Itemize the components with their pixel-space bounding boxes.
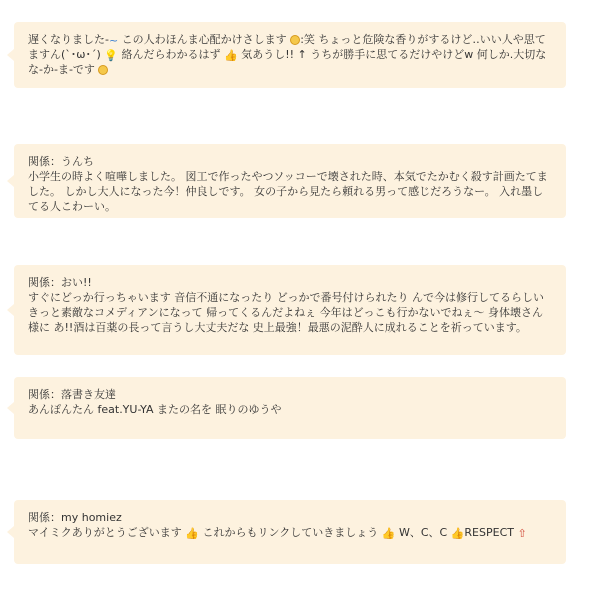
relation-label: 関係：my homiez [28, 511, 122, 524]
text-segment: 気あうし!! ↑ うちが勝手に思てるだけやけどw 何しか.大切なな-か-ま-です [28, 48, 547, 76]
comment-text: すぐにどっか行っちゃいます 音信不通になったり どっかで番号付けられたり んで今は修行してるらしい きっと素敵なコメディアンになって 帰ってくるんだよねぇ 今年はどっこも行かないでねぇ〜 身体壊さん様に あ!!酒は百薬の長って言うし大丈夫だな 史上最強！最悪の泥酔人に成れることを祈っています。 [28, 291, 545, 334]
wave-emoji-icon: ~ [108, 34, 119, 47]
text-segment: RESPECT [464, 526, 514, 539]
up-arrow-emoji-icon: ⇧ [517, 527, 527, 540]
comment-text: あんぽんたん feat.YU-YA またの名を 眠りのゆうや [28, 403, 282, 416]
smiley-face-emoji-icon [290, 35, 300, 45]
text-segment: 遅くなりました- [28, 33, 109, 46]
relation-label: 関係：落書き友達 [28, 388, 116, 401]
text-segment: この人わほんま心配かけさします [118, 33, 287, 46]
comment-bubble-1 [14, 22, 566, 88]
light-bulb-emoji-icon: 💡 [104, 49, 118, 62]
relation-label: 関係：おい!! [28, 276, 92, 289]
relation-label: 関係：うんち [28, 155, 94, 168]
comment-text [28, 32, 552, 77]
comment-bubble-3 [14, 265, 566, 355]
thumbs-up-emoji-icon: 👍 [185, 527, 199, 540]
text-segment: :笑 ちょっと危険な香りがするけど‥いい人や思てますん(`･ω･´) [28, 33, 546, 61]
comment-text: 小学生の時よく喧嘩しました。 図工で作ったやつソッコーで壊された時、本気でたかむく殺す計画たてました。 しかし大人になった今！仲良しです。 女の子から見たら頼れる男って感じだろうなー。 入れ墨してる人こわーい。 [28, 170, 548, 213]
comment-bubble-2 [14, 144, 566, 218]
comment-bubble-5 [14, 500, 566, 564]
thumbs-up-emoji-icon: 👍 [381, 527, 396, 540]
comment-text [28, 525, 552, 540]
smiley-face-emoji-icon [98, 65, 108, 75]
text-segment: W、C、C [395, 526, 448, 539]
text-segment: 絡んだらわかるはず [118, 48, 221, 61]
text-segment: マイミクありがとうございます [28, 526, 182, 539]
comment-bubble-4 [14, 377, 566, 439]
text-segment: これからもリンクしていきましょう [198, 526, 379, 539]
thumbs-up-emoji-icon: 👍 [224, 49, 238, 62]
thumbs-up-emoji-icon: 👍 [450, 527, 465, 540]
